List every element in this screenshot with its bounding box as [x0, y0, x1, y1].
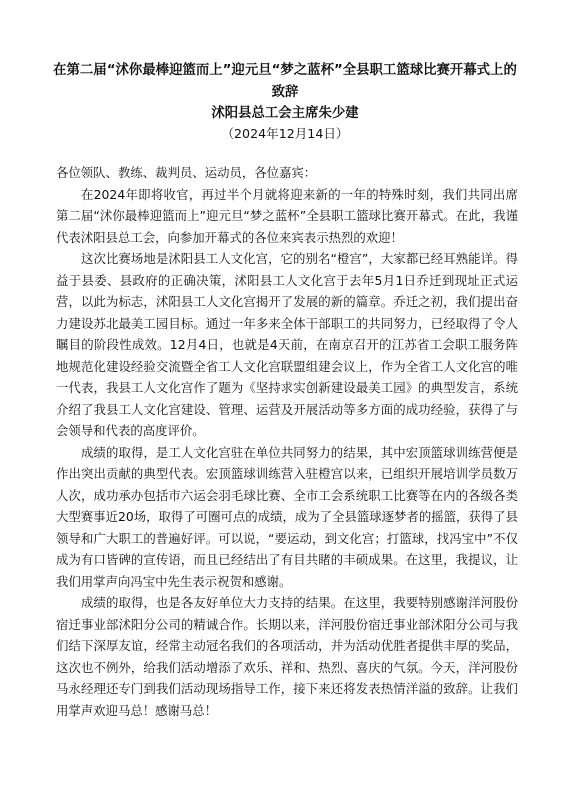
document-title: 在第二届“沭你最棒迎篮而上”迎元旦“梦之蓝杯”全县职工篮球比赛开幕式上的致辞	[53, 63, 517, 100]
paragraph: 成绩的取得，也是各友好单位大力支持的结果。在这里，我要特别感谢洋河股份宿迁事业部沭阳分公司的精诚合作。长期以来，洋河股份宿迁事业部沭阳分公司与我们结下深厚友谊，经常主动冠名我们的各项活动，并为活动优胜者提供丰厚的奖品，这次也不例外，给我们活动增添了欢乐、祥和、热烈、喜庆的气氛。今天，洋河股份马永经理还专门到我们活动现场指导工作，接下来还将发表热情洋溢的致辞。让我们用掌声欢迎马总！感谢马总！	[56, 595, 518, 718]
paragraph: 这次比赛场地是沭阳县工人文化宫，它的别名“橙宫”，大家都已经耳熟能详。得益于县委、县政府的正确决策，沭阳县工人文化宫于去年5月1日乔迁到现址正式运营，以此为标志，沭阳县工人文化宫揭开了发展的新的篇章。乔迁之初，我们提出奋力建设苏北最美工园目标。通过一年多来全体干部职工的共同努力，已经取得了令人瞩目的阶段性成效。12月4日，也就是4天前，在南京召开的江苏省工会职工服务阵地规范化建设经验交流暨全省工人文化宫联盟组建会议上，作为全省工人文化宫的唯一代表，我县工人文化宫作了题为《坚持求实创新建设最美工园》的典型发言，系统介绍了我县工人文化宫建设、管理、运营及开展活动等多方面的成功经验，获得了与会领导和代表的高度评价。	[56, 251, 518, 438]
document-date: （2024年12月14日）	[221, 126, 349, 141]
document-author: 沭阳县总工会主席朱少建	[211, 106, 359, 121]
document-body	[56, 162, 518, 721]
greeting: 各位领队、教练、裁判员、运动员，各位嘉宾：	[56, 165, 317, 180]
paragraph: 在2024年即将收官，再过半个月就将迎来新的一年的特殊时刻，我们共同出席第二届“沭你最棒迎篮而上”迎元旦“梦之蓝杯”全县职工篮球比赛开幕式。在此，我谨代表沭阳县总工会，向参加开幕式的各位来宾表示热烈的欢迎！	[56, 186, 518, 245]
paragraph: 成绩的取得，是工人文化宫驻在单位共同努力的结果，其中宏顶篮球训练营便是作出突出贡献的典型代表。宏顶篮球训练营入驻橙宫以来，已组织开展培训学员数万人次，成功承办包括市六运会羽毛球比赛、全市工会系统职工比赛等在内的各级各类大型赛事近20场，取得了可圈可点的成绩，成为了全县篮球逐梦者的摇篮，获得了县领导和广大职工的普遍好评。可以说，“要运动，到文化宫；打篮球，找冯宝中”不仅成为有口皆碑的宣传语，而且已经结出了有目共睹的丰硕成果。在这里，我提议，让我们用掌声向冯宝中先生表示祝贺和感谢。	[56, 444, 518, 589]
